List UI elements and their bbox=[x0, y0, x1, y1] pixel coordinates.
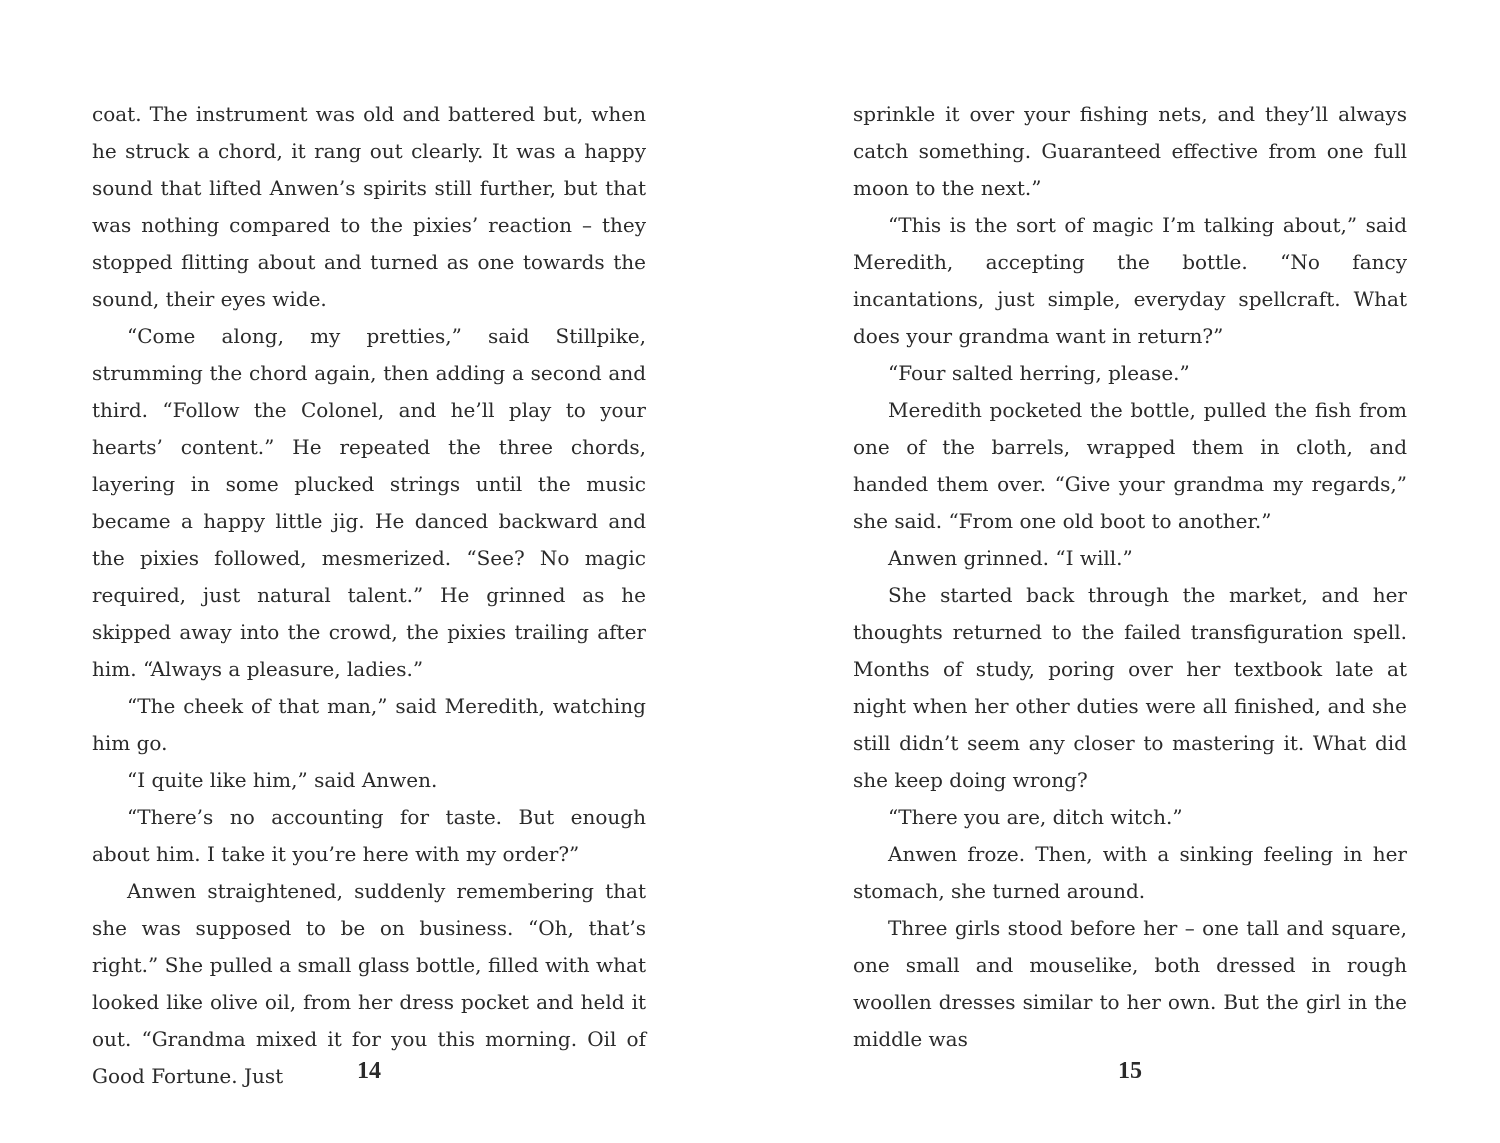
page-number-left: 14 bbox=[357, 1058, 381, 1084]
paragraph: sprinkle it over your fishing nets, and they’ll always catch something. Guaranteed effective from one full moon to the next.” bbox=[853, 102, 1407, 200]
paragraph: Three girls stood before her – one tall and square, one small and mouselike, both dressed in rough woollen dresses similar to her own. But the girl in the middle was bbox=[853, 916, 1407, 1051]
paragraph: coat. The instrument was old and battered but, when he struck a chord, it rang out clearly. It was a happy sound that lifted Anwen’s spirits still further, but that was nothing compared to the pixies’ reaction – they stopped flitting about and turned as one towards the sound, their eyes wide. bbox=[92, 102, 646, 311]
paragraph: Anwen froze. Then, with a sinking feeling in her stomach, she turned around. bbox=[853, 842, 1407, 903]
paragraph: “Four salted herring, please.” bbox=[888, 361, 1190, 385]
left-page-body bbox=[92, 96, 646, 1095]
paragraph: “There’s no accounting for taste. But enough about him. I take it you’re here with my order?” bbox=[92, 805, 646, 866]
paragraph: “There you are, ditch witch.” bbox=[888, 805, 1183, 829]
paragraph: “This is the sort of magic I’m talking about,” said Meredith, accepting the bottle. “No fancy incantations, just simple, everyday spellcraft. What does your grandma want in return?” bbox=[853, 213, 1407, 348]
paragraph: “The cheek of that man,” said Meredith, watching him go. bbox=[92, 694, 646, 755]
paragraph: “I quite like him,” said Anwen. bbox=[127, 768, 438, 792]
right-page-body bbox=[853, 96, 1407, 1058]
paragraph: She started back through the market, and her thoughts returned to the failed transfiguration spell. Months of study, poring over her textbook late at night when her other duties were all finished, and she still didn’t seem any closer to mastering it. What did she keep doing wrong? bbox=[853, 583, 1407, 792]
page-number-right: 15 bbox=[1118, 1058, 1142, 1084]
paragraph: Anwen straightened, suddenly remembering that she was supposed to be on business. “Oh, that’s right.” She pulled a small glass bottle, filled with what looked like olive oil, from her dress pocket and held it out. “Grandma mixed it for you this morning. Oil of Good Fortune. Just bbox=[92, 879, 646, 1088]
paragraph: Meredith pocketed the bottle, pulled the fish from one of the barrels, wrapped them in cloth, and handed them over. “Give your grandma my regards,” she said. “From one old boot to another.” bbox=[853, 398, 1407, 533]
paragraph: “Come along, my pretties,” said Stillpike, strumming the chord again, then adding a second and third. “Follow the Colonel, and he’ll play to your hearts’ content.” He repeated the three chords, layering in some plucked strings until the music became a happy little jig. He danced backward and the pixies followed, mesmerized. “See? No magic required, just natural talent.” He grinned as he skipped away into the crowd, the pixies trailing after him. “Always a pleasure, ladies.” bbox=[92, 324, 646, 681]
paragraph: Anwen grinned. “I will.” bbox=[888, 546, 1133, 570]
